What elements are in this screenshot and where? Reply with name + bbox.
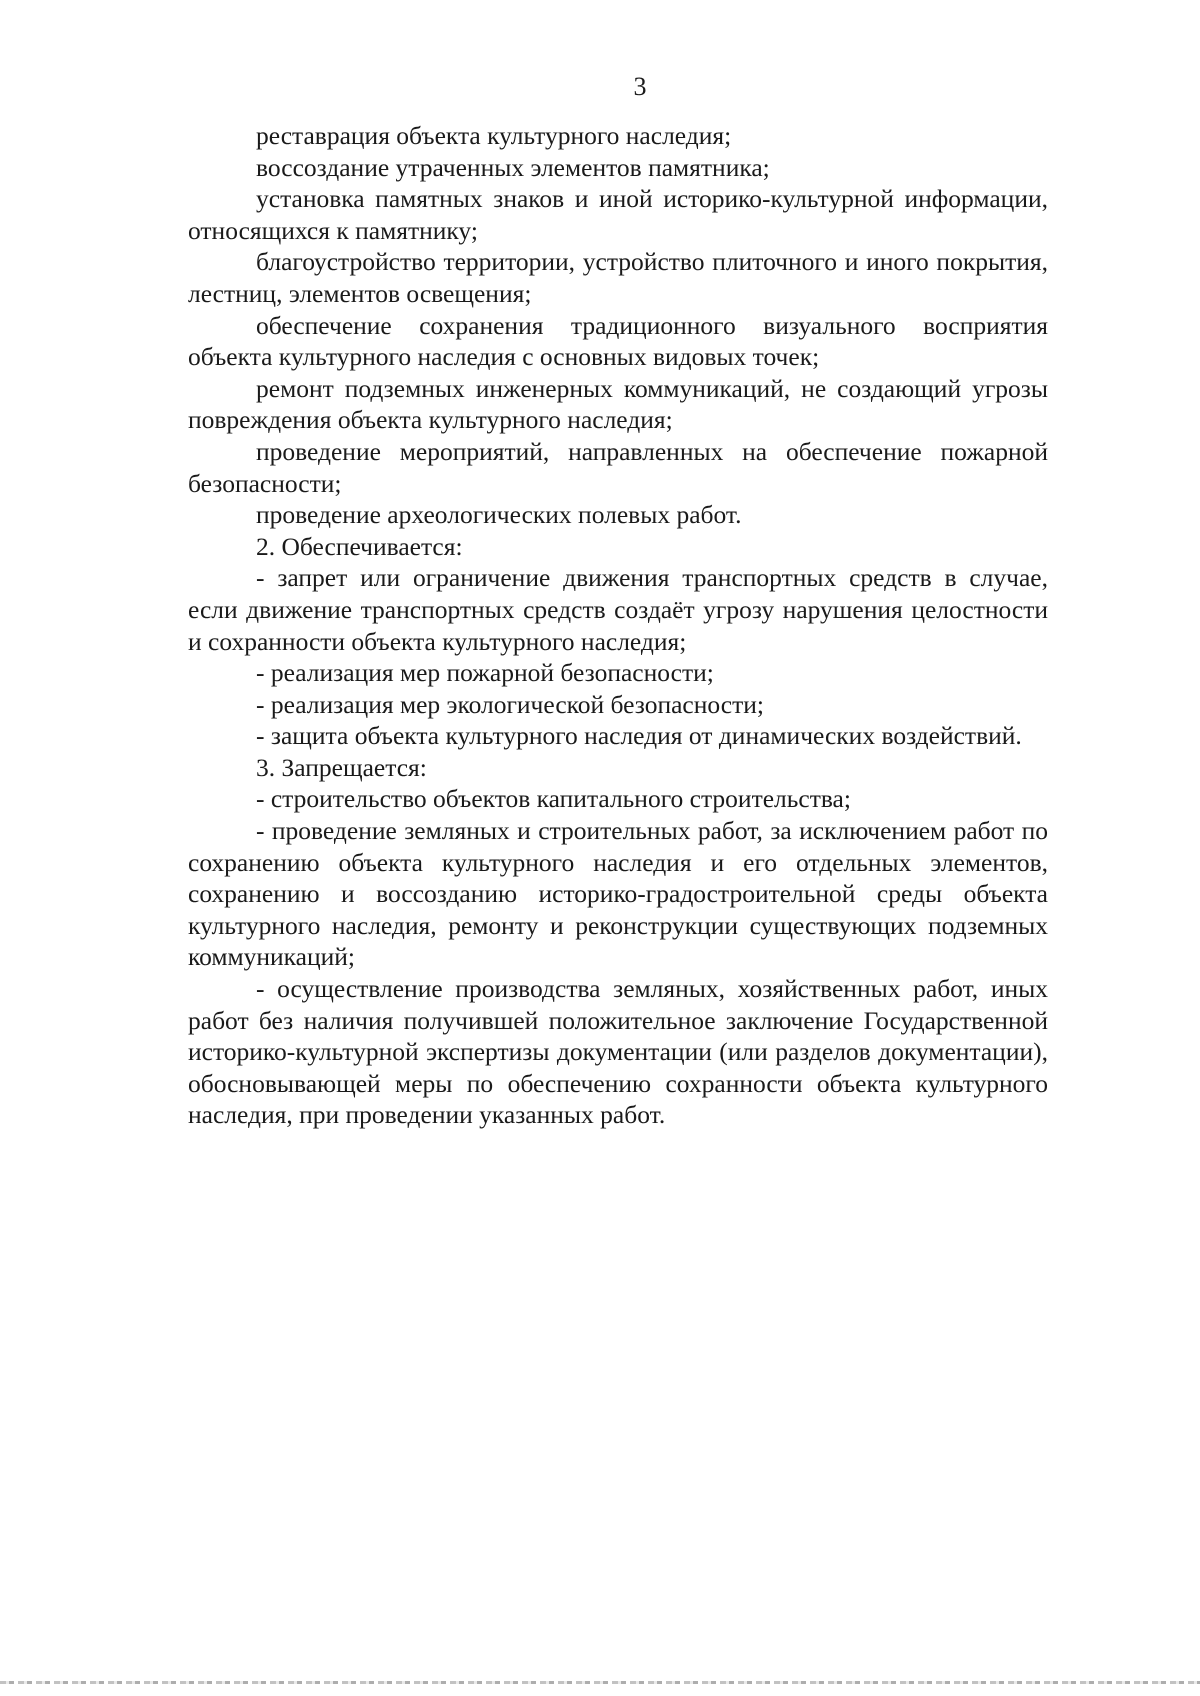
paragraph-traffic-restriction: - запрет или ограничение движения транспортных средств в случае, если движение транспортных средств создаёт угрозу нарушения целостности и сохранности объекта культурного наследия;	[188, 563, 1048, 656]
paragraph-memorial-signs: установка памятных знаков и иной историко-культурной информации, относящихся к памятнику;	[188, 184, 1048, 245]
scan-edge-artifact	[0, 1681, 1200, 1684]
paragraph-fire-safety-measures: проведение мероприятий, направленных на обеспечение пожарной безопасности;	[188, 436, 1048, 498]
paragraph-dynamic-protection: - защита объекта культурного наследия от динамических воздействий.	[256, 721, 1022, 751]
paragraph-landscaping: благоустройство территории, устройство плиточного и иного покрытия, лестниц, элементов освещения;	[188, 247, 1048, 308]
paragraph-recreation: воссоздание утраченных элементов памятника;	[256, 152, 770, 182]
paragraph-ecological-safety: - реализация мер экологической безопасности;	[256, 689, 764, 719]
section-heading-prohibited: 3. Запрещается:	[256, 752, 427, 782]
paragraph-archaeology: проведение археологических полевых работ.	[256, 500, 742, 530]
paragraph-restoration: реставрация объекта культурного наследия;	[256, 121, 732, 150]
section-heading-ensured: 2. Обеспечивается:	[256, 531, 463, 561]
paragraph-earthworks: - проведение земляных и строительных работ, за исключением работ по сохранению объекта культурного наследия и его отдельных элементов, сохранению и воссозданию историко-градостроительной среды объекта культурного наследия, ремонту и реконструкции существующих подземных коммуникаций;	[188, 816, 1048, 972]
paragraph-fire-safety: - реализация мер пожарной безопасности;	[256, 658, 714, 688]
paragraph-utility-repair: ремонт подземных инженерных коммуникаций, не создающий угрозы повреждения объекта культурного наследия;	[188, 373, 1048, 435]
paragraph-visual-perception: обеспечение сохранения традиционного визуального восприятия объекта культурного наследия с основных видовых точек;	[188, 310, 1048, 372]
page-number: 3	[633, 72, 647, 101]
paragraph-capital-construction: - строительство объектов капитального строительства;	[256, 784, 851, 814]
document-body	[188, 120, 1048, 1131]
paragraph-expertise-requirement: - осуществление производства земляных, хозяйственных работ, иных работ без наличия получившей положительное заключение Государственной историко-культурной экспертизы документации (или разделов документации), обосновывающей меры по обеспечению сохранности объекта культурного наследия, при проведении указанных работ.	[188, 974, 1048, 1130]
